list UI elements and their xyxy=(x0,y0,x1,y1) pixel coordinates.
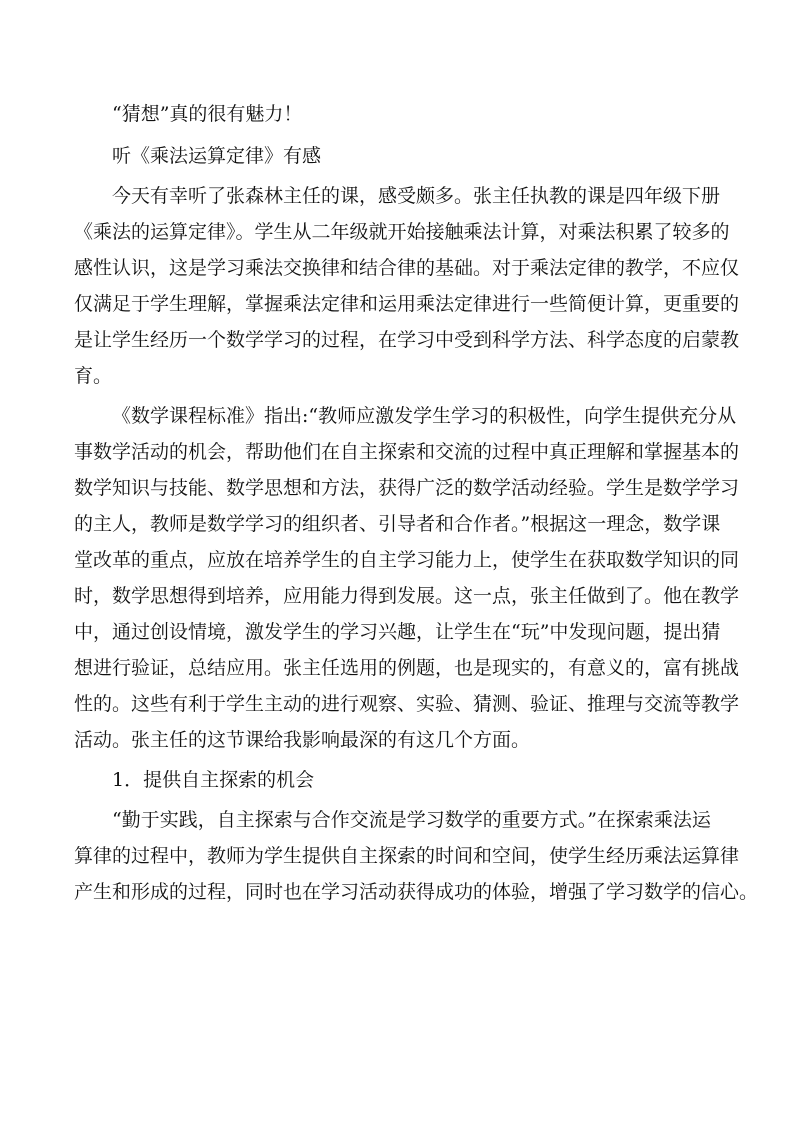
paragraph-line: 育。 xyxy=(74,365,113,387)
paragraph-line: 仅满足于学生理解，掌握乘法定律和运用乘法定律进行一些简便计算，更重要的 xyxy=(74,293,740,315)
paragraph-line: 数学知识与技能、数学思想和方法，获得广泛的数学活动经验。学生是数学学习 xyxy=(74,477,740,499)
paragraph-line: 《数学课程标准》指出:“教师应激发学生学习的积极性，向学生提供充分从 xyxy=(112,405,737,427)
paragraph-line: 性的。这些有利于学生主动的进行观察、实验、猜测、验证、推理与交流等教学 xyxy=(74,693,740,715)
paragraph-line: 事数学活动的机会，帮助他们在自主探索和交流的过程中真正理解和掌握基本的 xyxy=(74,441,740,463)
document-page xyxy=(74,96,759,914)
paragraph-line: 想进行验证，总结应用。张主任选用的例题，也是现实的，有意义的，富有挑战 xyxy=(74,657,740,679)
paragraph-line: 是让学生经历一个数学学习的过程，在学习中受到科学方法、科学态度的启蒙教 xyxy=(74,329,740,351)
paragraph-3 xyxy=(74,802,759,910)
paragraph-line: 产生和形成的过程，同时也在学习活动获得成功的体验，增强了学习数学的信心。 xyxy=(74,881,759,903)
paragraph-line: “勤于实践，自主探索与合作交流是学习数学的重要方式。”在探索乘法运 xyxy=(112,809,711,831)
paragraph-line: 时，数学思想得到培养，应用能力得到发展。这一点，张主任做到了。他在教学 xyxy=(74,585,740,607)
paragraph-1 xyxy=(74,178,740,394)
paragraph-line: 活动。张主任的这节课给我影响最深的有这几个方面。 xyxy=(74,729,531,751)
paragraph-line: 今天有幸听了张森林主任的课，感受颇多。张主任执教的课是四年级下册 xyxy=(112,185,721,207)
paragraph-line: 《乘法的运算定律》。学生从二年级就开始接触乘法计算，对乘法积累了较多的 xyxy=(74,221,730,243)
paragraph-line: 的主人，教师是数学学习的组织者、引导者和合作者。”根据这一理念，数学课 xyxy=(74,513,721,535)
paragraph-2 xyxy=(74,398,740,758)
paragraph-line: 感性认识，这是学习乘法交换律和结合律的基础。对于乘法定律的教学，不应仅 xyxy=(74,257,740,279)
paragraph-line: 中，通过创设情境，激发学生的学习兴趣，让学生在“玩”中发现问题，提出猜 xyxy=(74,621,721,643)
section-heading: 1．提供自主探索的机会 xyxy=(112,769,315,791)
document-subtitle: 听《乘法运算定律》有感 xyxy=(112,145,322,167)
paragraph-line: 堂改革的重点，应放在培养学生的自主学习能力上，使学生在获取数学知识的同 xyxy=(74,549,740,571)
paragraph-line: 算律的过程中，教师为学生提供自主探索的时间和空间，使学生经历乘法运算律 xyxy=(74,845,740,867)
document-title: “猜想”真的很有魅力！ xyxy=(112,103,303,125)
